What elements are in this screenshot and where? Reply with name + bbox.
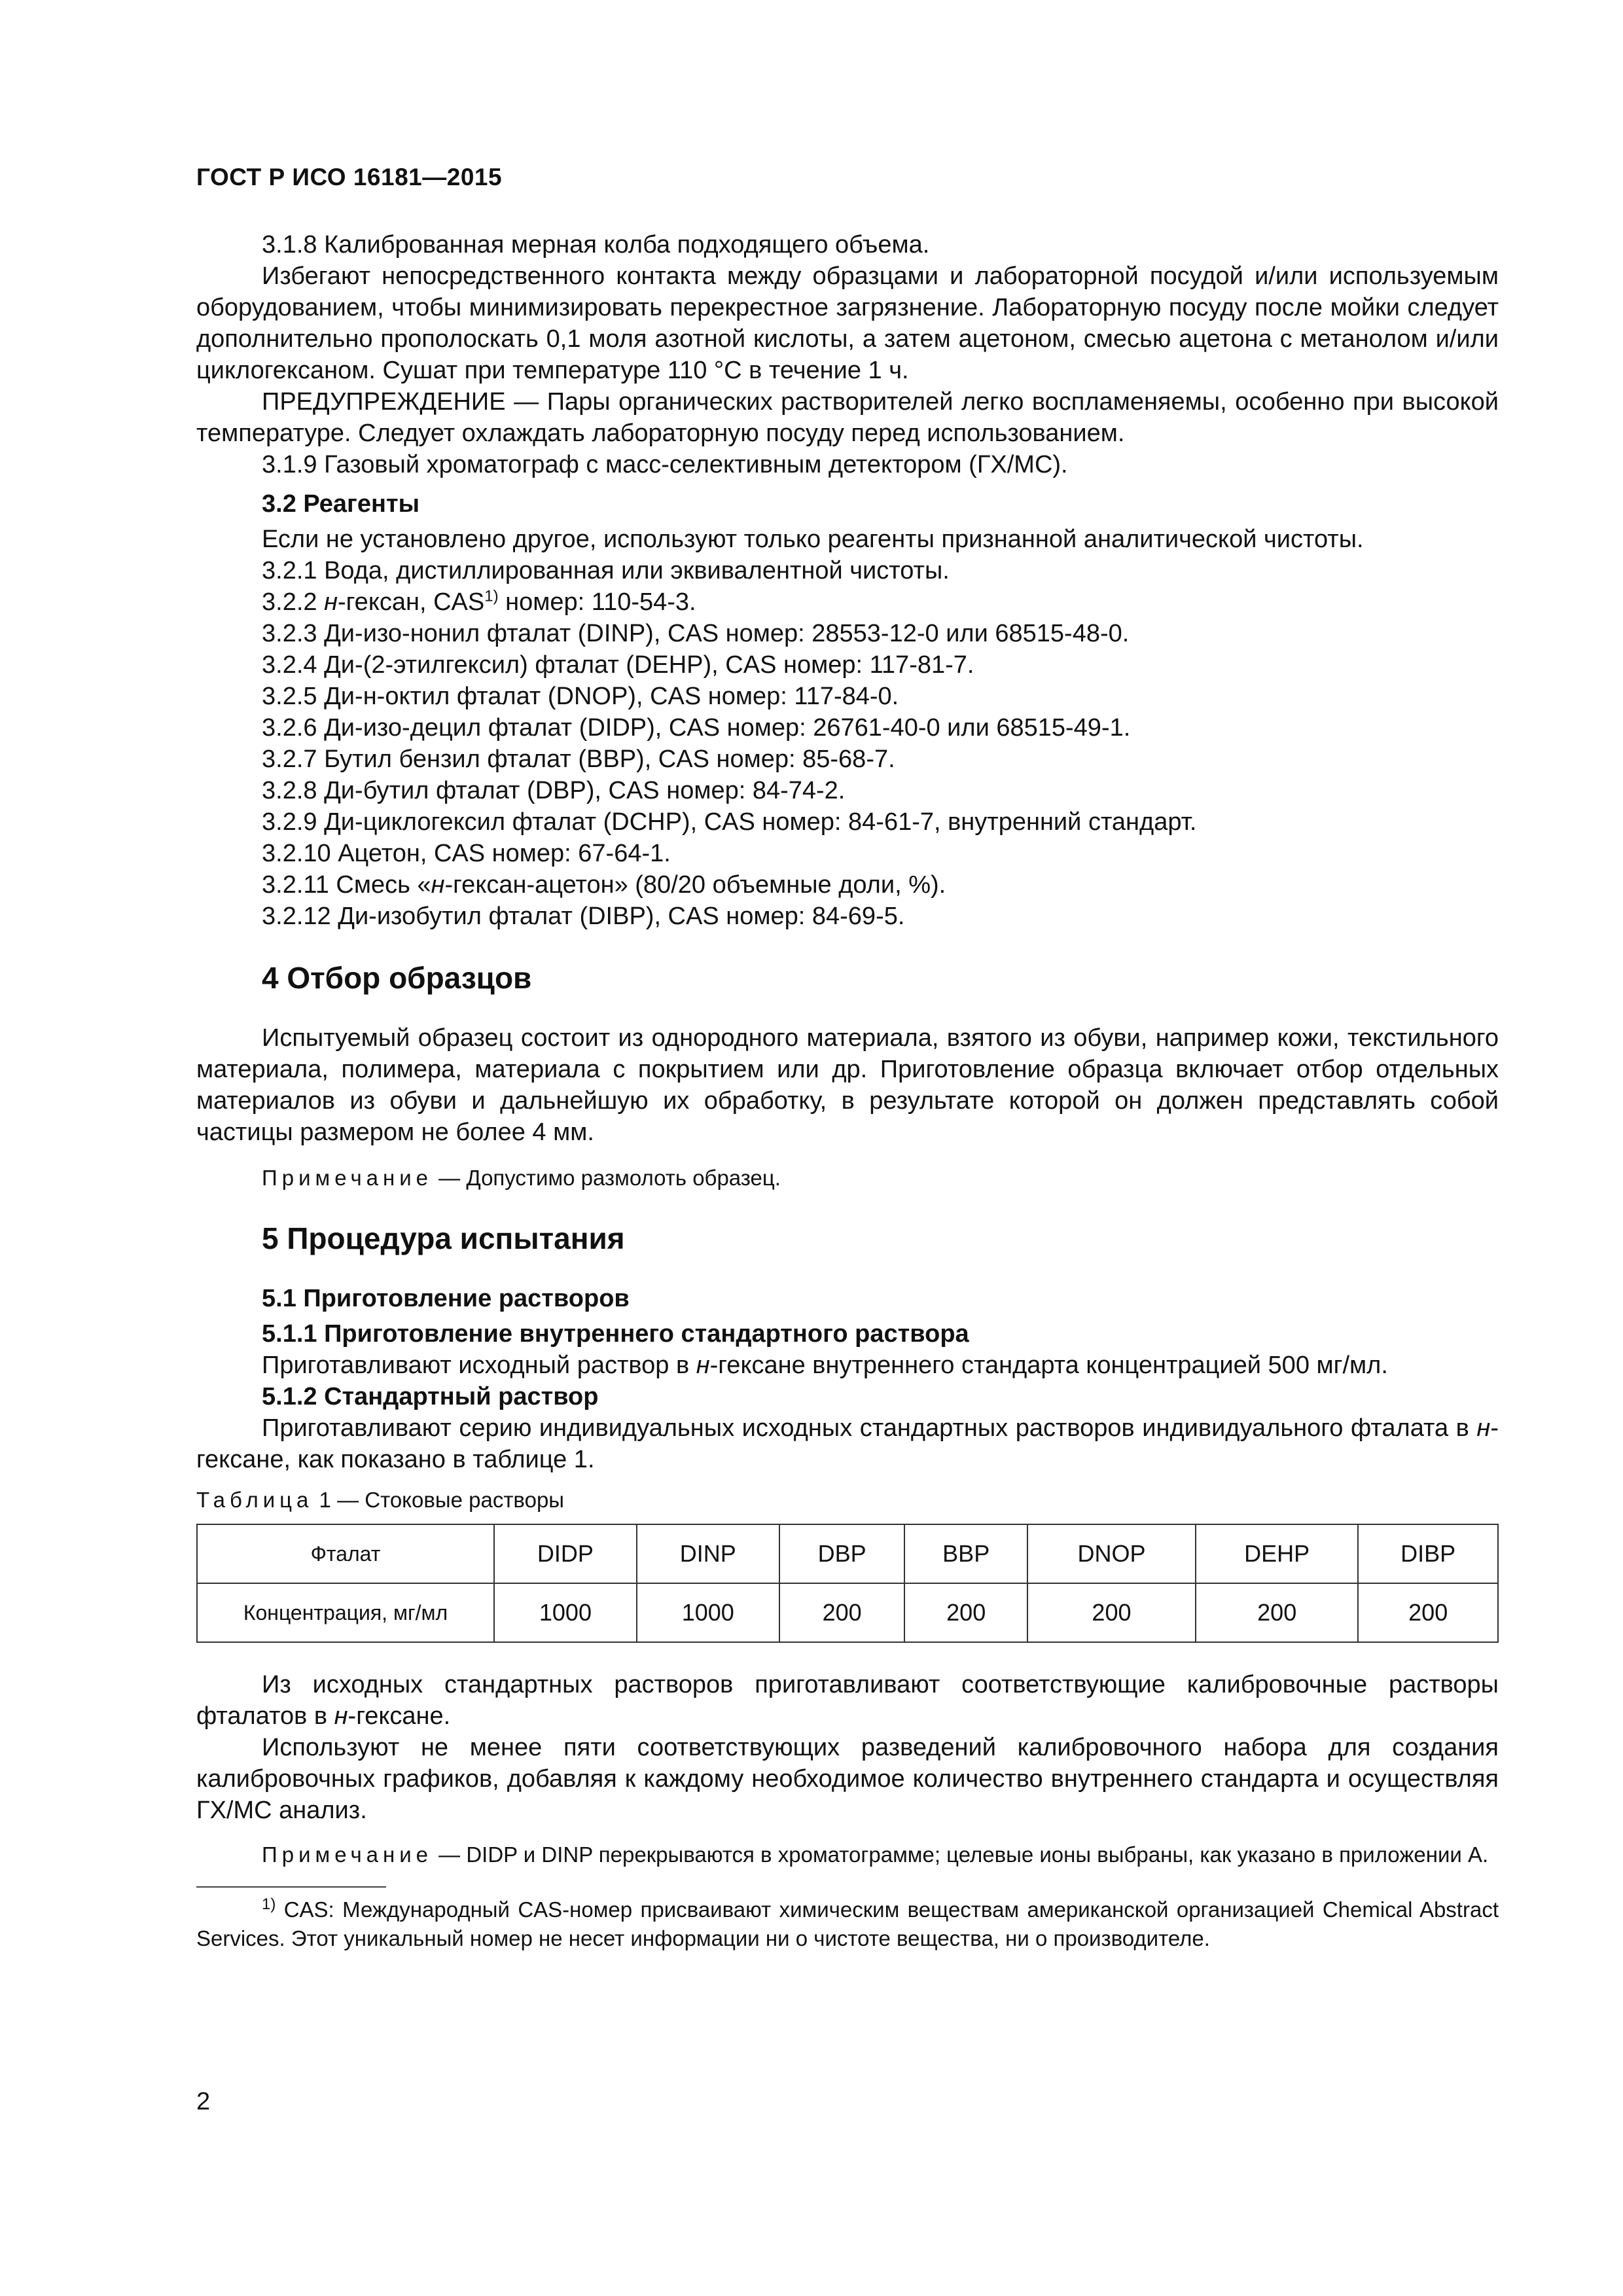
table-row-header: Фталат [197,1524,494,1583]
reagent-item: 3.2.7 Бутил бензил фталат (BBP), CAS номер: 85-68-7. [262,745,895,773]
section-5-1-2-text: Приготавливают серию индивидуальных исходных стандартных растворов индивидуального фталата в н-гексане, как показано в таблице 1. [196,1414,1499,1473]
reagent-item: 3.2.4 Ди-(2-этилгексил) фталат (DEHP), CAS номер: 117-81-7. [262,651,974,679]
section-5-1-1-heading: 5.1.1 Приготовление внутреннего стандартного раствора [262,1320,969,1348]
section-5-1-1-text: Приготавливают исходный раствор в н-гексане внутреннего стандарта концентрацией 500 мг/мл. [262,1352,1388,1379]
document-header: ГОСТ Р ИСО 16181—2015 [196,164,503,190]
table-cell: DIDP [494,1524,637,1583]
table-cell: 200 [1358,1583,1498,1642]
section-3-2-heading: 3.2 Реагенты [262,490,420,518]
table-caption: Таблица 1 — Стоковые растворы [196,1488,565,1512]
clause-3-1-8-text: Избегают непосредственного контакта между образцами и лабораторной посудой и/или используемым оборудованием, чтобы минимизировать перекрестное загрязнение. Лабораторную посуду после мойки следует дополнительно прополоскать 0,1 моля азотной кислоты, а затем ацетоном, смесью ацетона с метанолом и/или циклогексаном. Сушат при температуре 110 °С в течение 1 ч. [196,262,1499,384]
calibration-text-1: Из исходных стандартных растворов приготавливают соответствующие калибровочные растворы фталатов в н-гексане. [196,1671,1499,1730]
reagent-item: 3.2.11 Смесь «н-гексан-ацетон» (80/20 объемные доли, %). [262,871,946,899]
reagent-item: 3.2.2 н-гексан, CAS$^{1)}$ номер: 110-54-3. [262,587,696,616]
clause-3-1-8: 3.1.8 Калиброванная мерная колба подходящего объема. [262,231,930,259]
section-5-heading: 5 Процедура испытания [262,1221,625,1255]
footnote: $^{1)}$ CAS: Международный CAS-номер присваивают химическим веществам американской организацией Chemical Abstract Services. Этот уникальный номер не несет информации ни о чистоте вещества, ни о производителе. [196,1895,1499,1950]
table-cell: 200 [1196,1583,1358,1642]
warning-text: ПРЕДУПРЕЖДЕНИЕ — Пары органических растворителей легко воспламеняемы, особенно при высокой температуре. Следует охлаждать лабораторную посуду перед использованием. [196,388,1499,447]
table-cell: DINP [637,1524,779,1583]
table-cell: DBP [779,1524,905,1583]
table-cell: DEHP [1196,1524,1358,1583]
section-4-heading: 4 Отбор образцов [262,961,532,995]
section-5-1-heading: 5.1 Приготовление растворов [262,1285,630,1312]
clause-3-1-9: 3.1.9 Газовый хроматограф с масс-селективным детектором (ГХ/МС). [262,451,1068,478]
section-5-1-2-heading: 5.1.2 Стандартный раствор [262,1383,599,1410]
section-4-note: Примечание — Допустимо размолоть образец. [262,1166,781,1190]
table-cell: 1000 [637,1583,779,1642]
reagent-item: 3.2.6 Ди-изо-децил фталат (DIDP), CAS номер: 26761-40-0 или 68515-49-1. [262,714,1131,742]
page-content [196,229,1499,1953]
table-row [197,1583,1498,1642]
table-cell: 200 [779,1583,905,1642]
reagent-item: 3.2.12 Ди-изобутил фталат (DIBP), CAS номер: 84-69-5. [262,903,905,930]
footnote-ref: 1) [484,587,499,605]
reagent-item: 3.2.8 Ди-бутил фталат (DBP), CAS номер: 84-74-2. [262,777,846,804]
table-cell: 200 [1027,1583,1196,1642]
reagent-item: 3.2.3 Ди-изо-нонил фталат (DINP), CAS номер: 28553-12-0 или 68515-48-0. [262,620,1130,647]
footnote-divider [196,1886,386,1888]
calibration-text-2: Используют не менее пяти соответствующих разведений калибровочного набора для создания калибровочных графиков, добавляя к каждому необходимое количество внутреннего стандарта и осуществляя ГХ/МС анализ. [196,1734,1499,1824]
calibration-note: Примечание — DIDP и DINP перекрываются в хроматограмме; целевые ионы выбраны, как указано в приложении А. [262,1842,1489,1867]
reagents-intro: Если не установлено другое, используют только реагенты признанной аналитической чистоты. [262,526,1364,553]
table-cell: BBP [904,1524,1027,1583]
table-cell: DNOP [1027,1524,1196,1583]
reagent-item: 3.2.1 Вода, дистиллированная или эквивалентной чистоты. [262,557,950,584]
table-cell: 1000 [494,1583,637,1642]
reagent-item: 3.2.10 Ацетон, CAS номер: 67-64-1. [262,840,671,867]
table-row [197,1524,1498,1583]
footnote-mark: 1) [262,1895,276,1913]
table-cell: DIBP [1358,1524,1498,1583]
page-number: 2 [196,2088,211,2115]
table-cell: 200 [904,1583,1027,1642]
reagent-item: 3.2.9 Ди-циклогексил фталат (DCHP), CAS номер: 84-61-7, внутренний стандарт. [262,808,1197,836]
table-row-header: Концентрация, мг/мл [197,1583,494,1642]
stock-solutions-table [196,1524,1499,1643]
section-4-body: Испытуемый образец состоит из однородного материала, взятого из обуви, например кожи, текстильного материала, полимера, материала с покрытием или др. Приготовление образца включает отбор отдельных материалов из обуви и дальнейшую их обработку, в результате которой он должен представлять собой частицы размером не более 4 мм. [196,1024,1499,1146]
reagent-item: 3.2.5 Ди-н-октил фталат (DNOP), CAS номер: 117-84-0. [262,683,899,710]
